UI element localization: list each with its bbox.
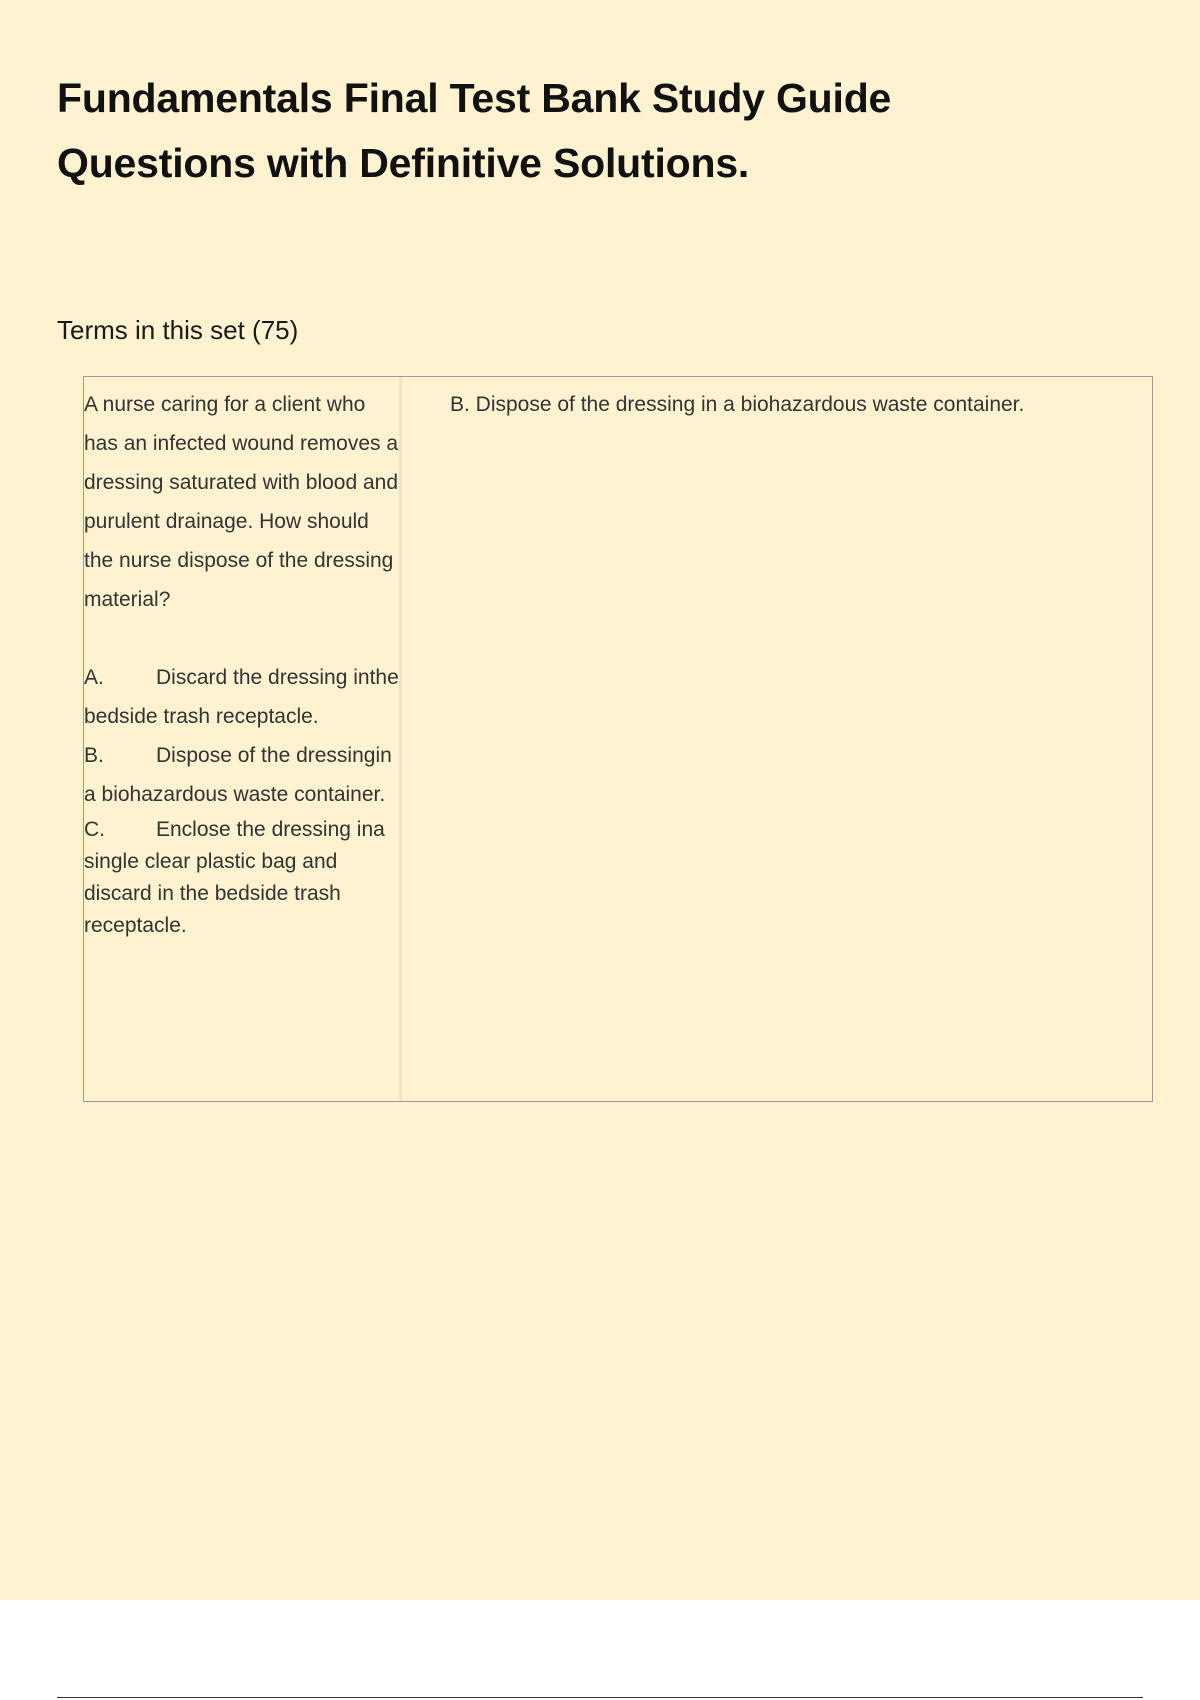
document-title-line-1: Fundamentals Final Test Bank Study Guide: [57, 75, 892, 121]
answer-cell: [402, 377, 1152, 1101]
document-title: [57, 66, 1057, 196]
option-c-text: Enclose the dressing ina single clear plastic bag and discard in the bedside trash receptacle.: [84, 818, 385, 937]
terms-heading: Terms in this set (75): [57, 315, 299, 345]
question-text: A nurse caring for a client who has an infected wound removes a dressing saturated with blood and purulent drainage. How should the nurse dispose of the dressing material?: [84, 393, 399, 611]
question-cell: [84, 377, 402, 1101]
document-title-line-2: Questions with Definitive Solutions.: [57, 140, 750, 186]
option-b-letter: B.: [84, 744, 104, 767]
term-card: [83, 376, 1153, 1102]
option-a-text: Discard the dressing inthe bedside trash receptacle.: [84, 666, 399, 728]
option-a-letter: A.: [84, 666, 104, 689]
spacer: [84, 619, 399, 658]
option-c: [84, 814, 399, 942]
option-b: [84, 736, 399, 814]
footer-divider: [57, 1697, 1143, 1698]
option-a: [84, 658, 399, 736]
answer-text: B. Dispose of the dressing in a biohazardous waste container.: [450, 393, 1025, 416]
option-b-text: Dispose of the dressingin a biohazardous waste container.: [84, 744, 392, 806]
option-c-letter: C.: [84, 818, 105, 841]
